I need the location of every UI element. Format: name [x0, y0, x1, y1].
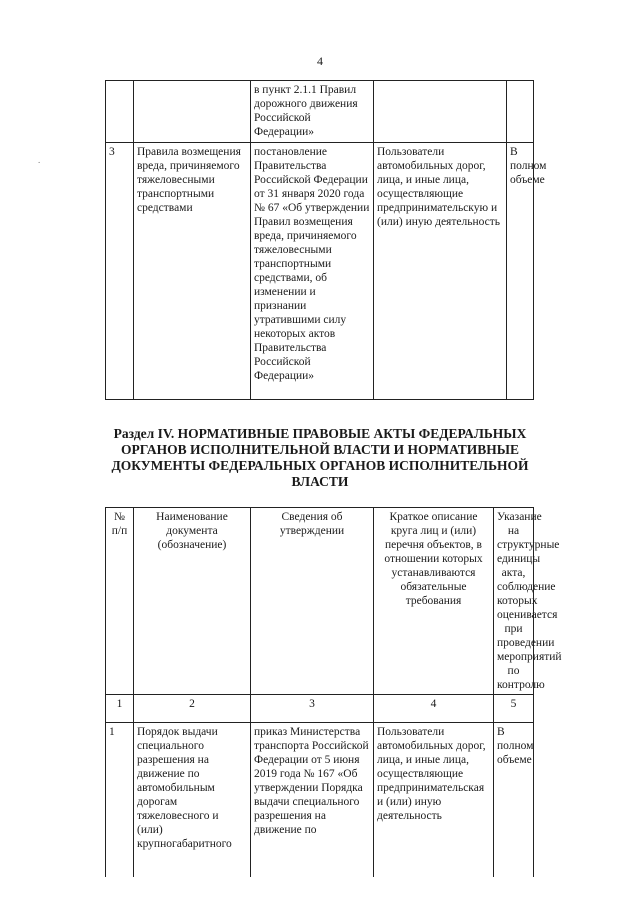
approval-info: постановление Правительства Российской Федерации от 31 января 2020 года № 67 «Об утверждении Правил возмещения вреда, причиняемого тяжеловесными транспортными средствами, об изменении и признании утратившими силу некоторых актов Правительства Российской Федерации»	[251, 143, 374, 400]
table-header-row	[106, 508, 534, 695]
column-number: 3	[251, 695, 374, 723]
header-document-name: Наименование документа (обозначение)	[134, 508, 251, 695]
column-number: 4	[374, 695, 494, 723]
header-structural-units: Указание на структурные единицы акта, соблюдение которых оценивается при проведении мероприятий по контролю	[494, 508, 534, 695]
header-number: № п/п	[106, 508, 134, 695]
table-row	[106, 723, 534, 878]
affected-persons: Пользователи автомобильных дорог, лица, и иные лица, осуществляющие предпринимательская и (или) иную деятельность	[374, 723, 494, 878]
continued-table	[105, 80, 547, 400]
header-approval: Сведения об утверждении	[251, 508, 374, 695]
document-name: Порядок выдачи специального разрешения на движение по автомобильным дорогам тяжеловесного и (или) крупногабаритного	[134, 723, 251, 878]
row-number	[106, 81, 134, 143]
approval-info: в пункт 2.1.1 Правил дорожного движения Российской Федерации»	[251, 81, 374, 143]
column-number: 2	[134, 695, 251, 723]
margin-mark: .	[38, 155, 41, 165]
document-name	[134, 81, 251, 143]
table-row	[106, 81, 534, 143]
affected-persons: Пользователи автомобильных дорог, лица, и иные лица, осуществляющие предпринимательскую и (или) иную деятельность	[374, 143, 507, 400]
scope	[507, 81, 534, 143]
approval-info: приказ Министерства транспорта Российской Федерации от 5 июня 2019 года № 167 «Об утверждении Порядка выдачи специального разрешения на движение по	[251, 723, 374, 878]
column-number: 5	[494, 695, 534, 723]
page-number: 4	[317, 54, 323, 68]
column-number: 1	[106, 695, 134, 723]
scope: В полном объеме	[507, 143, 534, 400]
section4-table	[105, 507, 562, 877]
affected-persons	[374, 81, 507, 143]
section-heading: Раздел IV. НОРМАТИВНЫЕ ПРАВОВЫЕ АКТЫ ФЕДЕРАЛЬНЫХ ОРГАНОВ ИСПОЛНИТЕЛЬНОЙ ВЛАСТИ И НОРМАТИВНЫЕ ДОКУМЕНТЫ ФЕДЕРАЛЬНЫХ ОРГАНОВ ИСПОЛНИТЕЛЬНОЙ ВЛАСТИ	[111, 426, 529, 489]
scope: В полном объеме	[494, 723, 534, 878]
document-name: Правила возмещения вреда, причиняемого тяжеловесными транспортными средствами	[134, 143, 251, 400]
table-row	[106, 143, 534, 400]
column-number-row	[106, 695, 534, 723]
row-number: 3	[106, 143, 134, 400]
header-affected-persons: Краткое описание круга лиц и (или) перечня объектов, в отношении которых устанавливаются обязательные требования	[374, 508, 494, 695]
row-number: 1	[106, 723, 134, 878]
